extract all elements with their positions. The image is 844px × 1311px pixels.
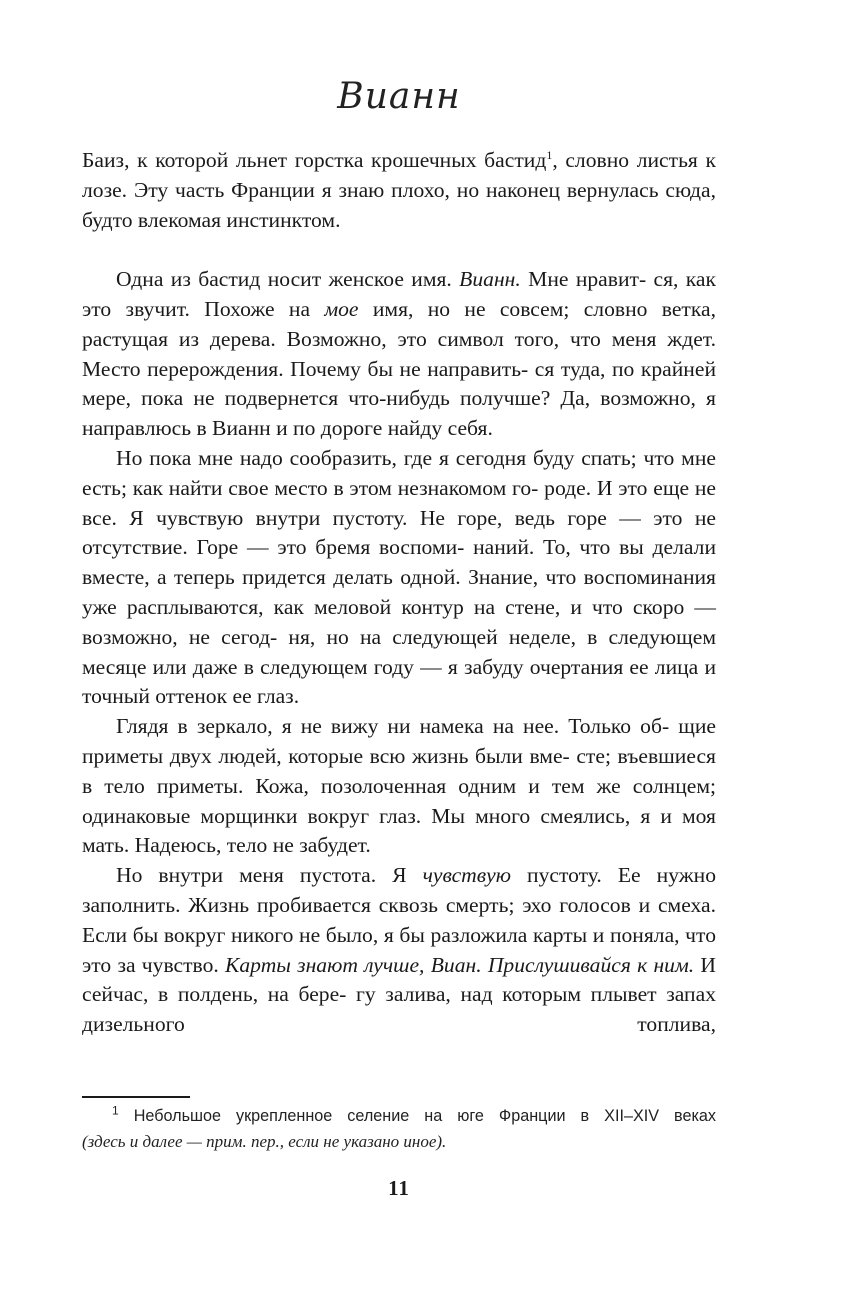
paragraph-line: оттенок ее глаз. <box>155 684 300 709</box>
paragraph-line: Но пока мне надо сообразить, где я сегодня буду спать; <box>116 445 637 470</box>
paragraph-line: ся туда, по крайней мере, пока не подвернется что-нибудь <box>82 356 717 411</box>
footnote-line <box>82 1104 716 1129</box>
paragraph-line: в следующем году — я забуду очертания ее лица и точный <box>82 654 716 709</box>
footnote-ref-1: 1 <box>546 147 553 162</box>
footnote-text-italic: (здесь и далее — прим. пер., если не указано иное). <box>82 1132 447 1151</box>
paragraph-3 <box>82 444 716 712</box>
paragraph-line: И сейчас, в полдень, на бере- <box>82 952 716 1007</box>
italic-text: Виан. Прислушивайся к ним. <box>430 952 695 977</box>
running-head: Вианн <box>337 76 461 117</box>
italic-text: чувствую <box>422 863 511 888</box>
footnote <box>82 1104 716 1154</box>
body-text <box>82 146 716 1040</box>
paragraph-line: меловой контур на стене, и что скоро — возможно, не сегод- <box>82 594 716 649</box>
paragraph-1 <box>82 146 716 235</box>
paragraph-line: Глядя в зеркало, я не вижу ни намека на нее. Только об- <box>116 714 670 739</box>
paragraph-line: Баиз, к которой льнет горстка крошечных бастид <box>82 148 547 172</box>
paragraph-line: пустоту. Ее нужно <box>510 863 716 888</box>
paragraph-line: листья к лозе. Эту часть Франции я знаю плохо, но наконец <box>82 148 716 202</box>
italic-text: Карты знают лучше, <box>225 952 425 977</box>
italic-text: мое <box>324 296 359 321</box>
paragraph-line: карты и поняла, что это за чувство. <box>82 922 716 977</box>
paragraph-2 <box>82 265 716 444</box>
paragraph-line: Мне нравит- <box>520 267 647 292</box>
page-number: 11 <box>388 1176 410 1200</box>
paragraph-5 <box>82 861 716 1040</box>
footnote-text: Небольшое укрепленное селение на юге Франции в XII–XIV веках <box>118 1107 716 1125</box>
paragraph-line: гу залива, над которым плывет запах дизельного топлива, <box>82 982 716 1037</box>
paragraph-line: заполнить. Жизнь пробивается сквозь смерть; эхо голосов <box>82 892 631 917</box>
paragraph-line: Одна из бастид носит женское имя. <box>116 267 460 292</box>
paragraph-line: одной. Знание, что воспоминания уже расплываются, как <box>82 565 716 619</box>
paragraph-line: и смеха. Если бы вокруг никого не было, я бы разложила <box>82 892 716 947</box>
footnote-marker: 1 <box>112 1103 119 1118</box>
paragraph-line: меня ждет. Место перерождения. Почему бы не направить- <box>82 326 717 381</box>
paragraph-line: много смеялись, я и моя мать. Надеюсь, тело не забудет. <box>82 803 716 858</box>
paragraph-line: найду себя. <box>387 416 493 441</box>
paragraph-line: ветка, растущая из дерева. Возможно, это символ того, что <box>82 296 717 351</box>
footnote-rule <box>82 1096 190 1098</box>
paragraph-line: имя, но не совсем; словно <box>358 296 648 321</box>
paragraph-line: вернулась сюда, будто влекомая инстинктом. <box>82 177 716 232</box>
paragraph-line: ся, как это звучит. Похоже на <box>82 267 717 321</box>
paragraph-line: Но внутри меня пустота. Я <box>116 863 423 888</box>
book-page <box>82 0 716 1311</box>
paragraph-line: наний. То, что вы делали вместе, а теперь придется делать <box>82 535 716 590</box>
paragraph-line: получше? Да, возможно, я направлюсь в Вианн и по дороге <box>82 386 716 441</box>
paragraph-line: сте; въевшиеся в тело приметы. Кожа, позолоченная одним <box>82 743 716 798</box>
paragraph-line: щие приметы двух людей, которые всю жизнь были вме- <box>82 714 717 768</box>
paragraph-4 <box>82 712 716 861</box>
paragraph-line: и тем же солнцем; одинаковые морщинки вокруг глаз. Мы <box>82 773 716 828</box>
paragraph-line: , словно <box>552 148 630 172</box>
paragraph-line: ня, но на следующей неделе, в следующем месяце или даже <box>82 624 716 679</box>
paragraph-line: ведь горе — это не отсутствие. Горе — это бремя воспоми- <box>82 505 716 560</box>
paragraph-line: роде. И это еще не все. Я чувствую внутри пустоту. Не горе, <box>82 475 716 530</box>
paragraph-line: что мне есть; как найти свое место в этом незнакомом го- <box>82 445 716 500</box>
italic-text: Вианн. <box>459 267 521 292</box>
